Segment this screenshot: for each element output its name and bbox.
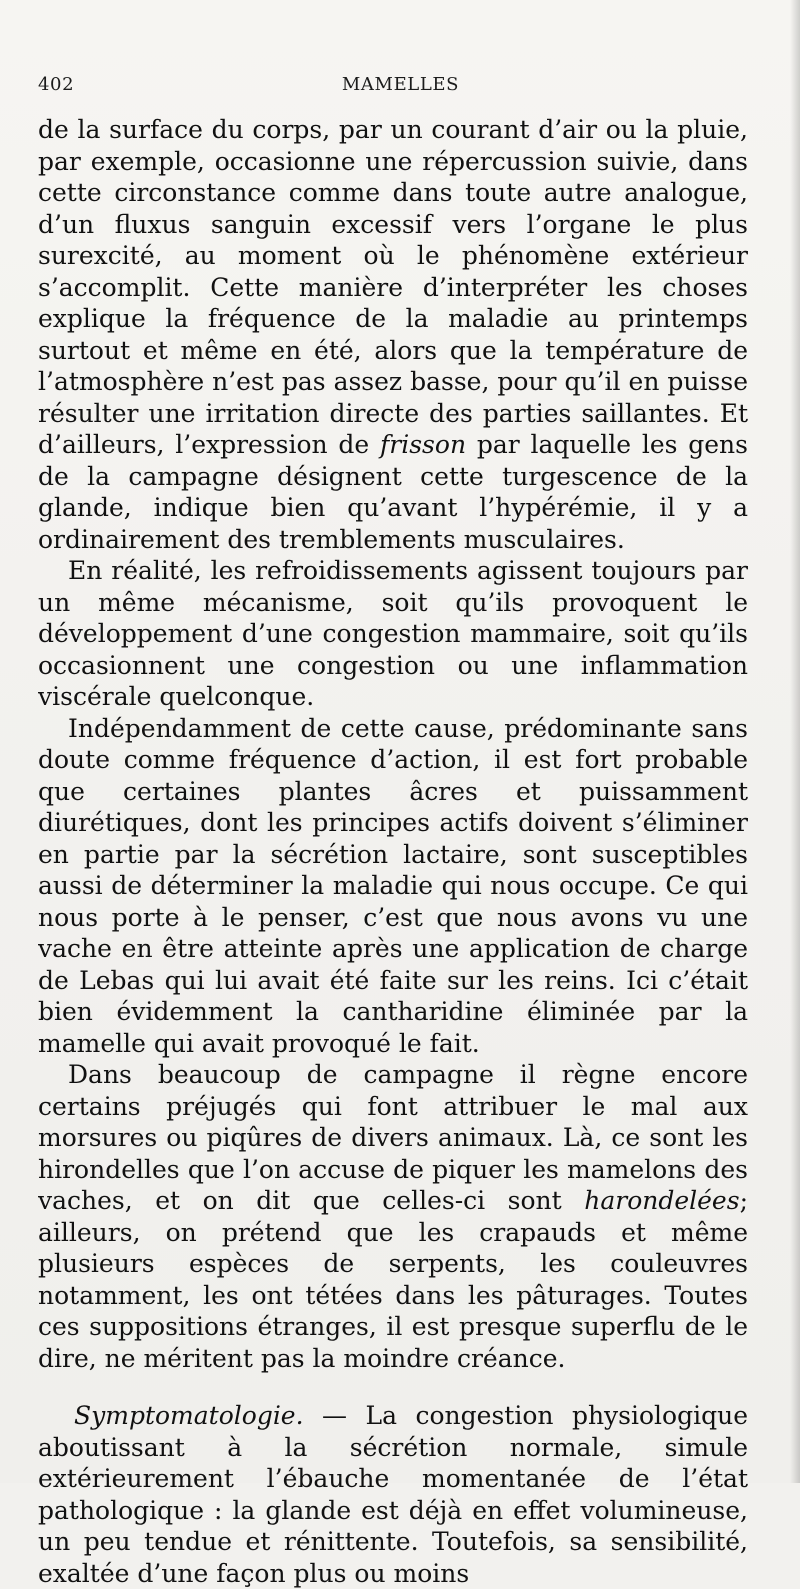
symptomatology-paragraph — [38, 1400, 748, 1589]
paragraph-3 — [38, 713, 748, 1060]
paragraph-1-italic: frisson — [380, 430, 467, 459]
paragraph-2-text: En réalité, les refroidissements agissent toujours par un même mécanisme, soit qu’ils provoquent le développement d’une congestion mammaire, soit qu’ils occasionnent une congestion ou une inflammation viscérale quelconque. — [38, 556, 748, 711]
symptomatology-heading: Symptomatologie. — [74, 1401, 304, 1430]
paragraph-4-text: Dans beaucoup de campagne il règne encore certains préjugés qui font attribuer le mal aux morsures ou piqûres de divers animaux. Là, ce sont les hirondelles que l’on accuse de piquer les mamelons des vaches, et on dit que celles-ci sont — [38, 1060, 748, 1215]
page-number: 402 — [38, 74, 75, 95]
running-head: MAMELLES — [341, 74, 460, 95]
paragraph-1-tail: par laquelle les gens de la campagne désignent cette turgescence de la glande, indique bien qu’avant l’hypérémie, il y a ordinairement des tremblements musculaires. — [38, 430, 748, 554]
symptomatology-text: — La congestion physiologique aboutissant à la sécrétion normale, simule extérieurement l’ébauche momentanée de l’état pathologique : la glande est déjà en effet volumineuse, un peu tendue et rénittente. Toutefois, sa sensibilité, exaltée d’une façon plus ou moins — [38, 1401, 748, 1588]
page-header — [38, 74, 763, 104]
paragraph-4-italic: harondelées — [584, 1186, 740, 1215]
paragraph-1-text: de la surface du corps, par un courant d’air ou la pluie, par exemple, occasionne une répercussion suivie, dans cette circonstance comme dans toute autre analogue, d’un fluxus sanguin excessif vers l’organe le plus surexcité, au moment où le phénomène extérieur s’accomplit. Cette manière d’interpréter les choses explique la fréquence de la maladie au printemps surtout et même en été, alors que la température de l’atmosphère n’est pas assez basse, pour qu’il en puisse résulter une irritation directe des parties saillantes. Et d’ailleurs, l’expression de — [38, 115, 748, 459]
paragraph-4-tail: ; ailleurs, on prétend que les crapauds et même plusieurs espèces de serpents, les couleuvres notamment, les ont tétées dans les pâturages. Toutes ces suppositions étranges, il est presque superflu de le dire, ne méritent pas la moindre créance. — [38, 1186, 748, 1373]
paragraph-2 — [38, 555, 748, 713]
paragraph-1 — [38, 114, 748, 555]
page-edge-shadow — [790, 0, 800, 1483]
paragraph-3-text: Indépendamment de cette cause, prédominante sans doute comme fréquence d’action, il est fort probable que certaines plantes âcres et puissamment diurétiques, dont les principes actifs doivent s’éliminer en partie par la sécrétion lactaire, sont susceptibles aussi de déterminer la maladie qui nous occupe. Ce qui nous porte à le penser, c’est que nous avons vu une vache en être atteinte après une application de charge de Lebas qui lui avait été faite sur les reins. Ici c’était bien évidemment la cantharidine éliminée par la mamelle qui avait provoqué le fait. — [38, 713, 748, 1058]
body-text — [38, 114, 748, 1589]
paragraph-4 — [38, 1059, 748, 1374]
